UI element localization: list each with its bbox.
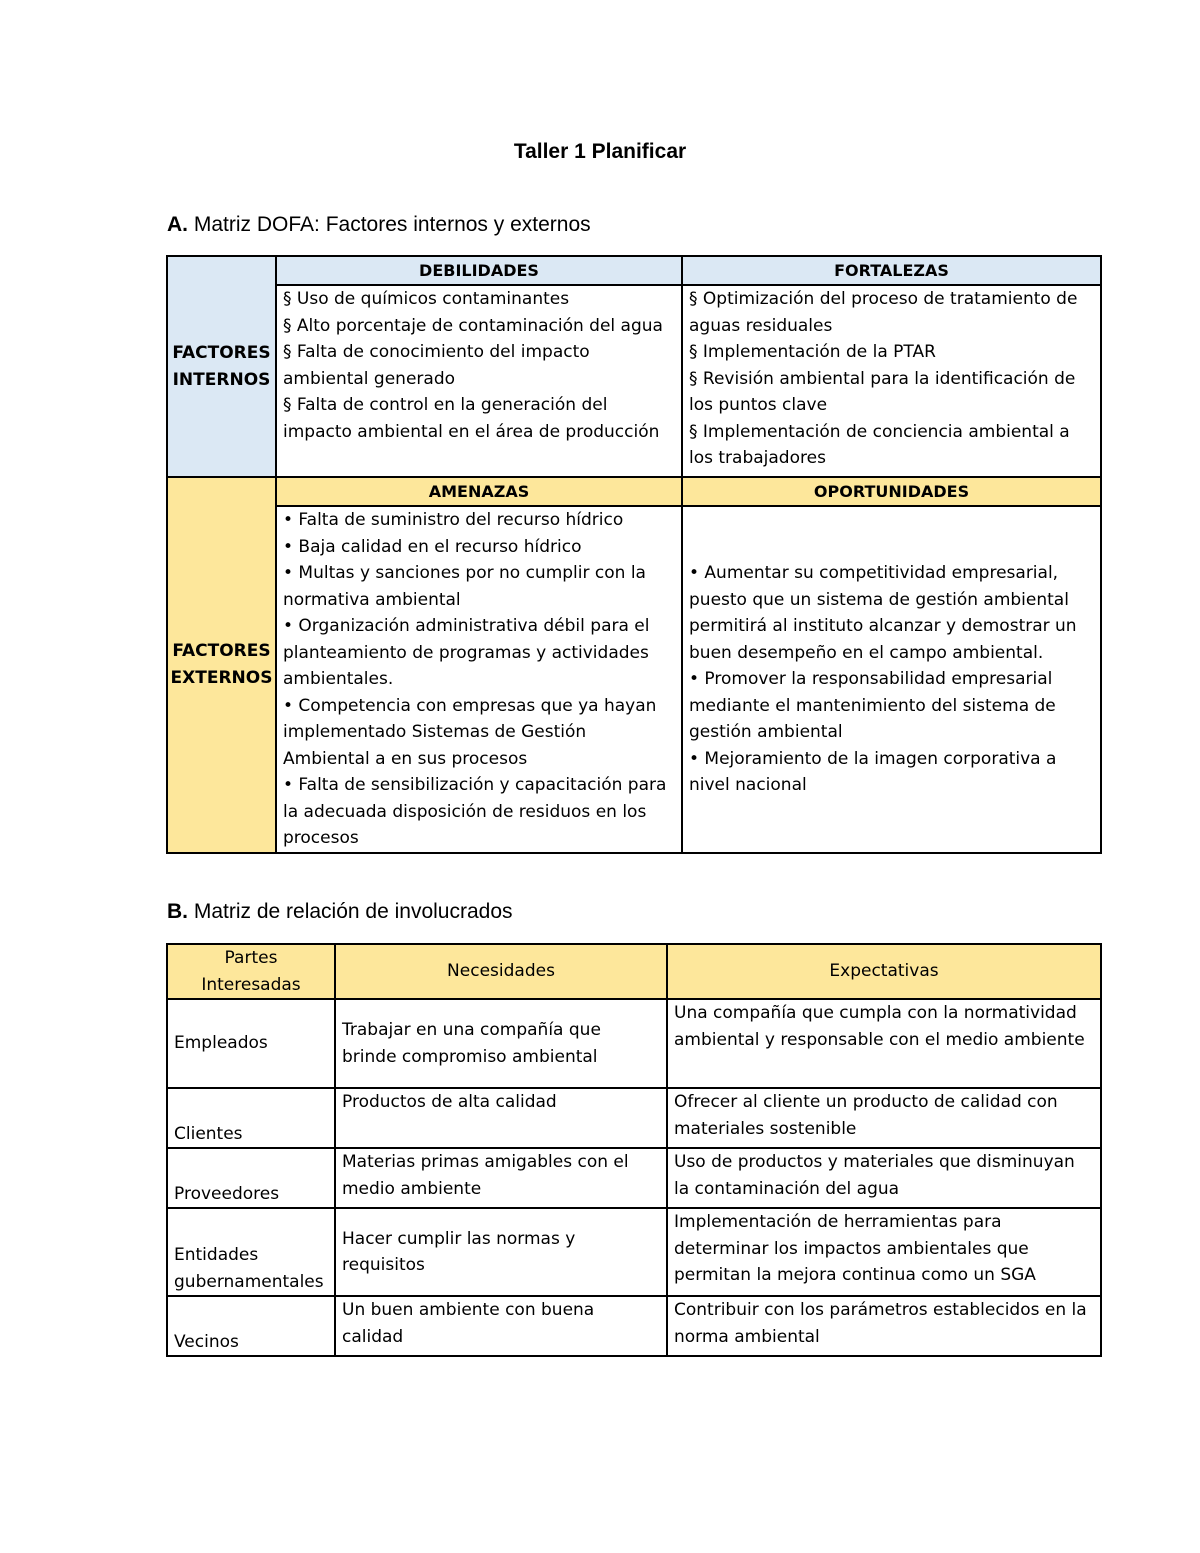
list-item: § Alto porcentaje de contaminación del agua [283,315,663,336]
party-cell: Proveedores [167,1148,335,1208]
list-item: § Falta de conocimiento del impacto ambiental generado [283,342,590,389]
header-necesidades: Necesidades [335,944,667,999]
need-cell: Trabajar en una compañía que brinde compromiso ambiental [335,999,667,1088]
stakeholder-matrix [166,943,1102,1357]
list-item: • Promover la responsabilidad empresarial mediante el mantenimiento del sistema de gestión ambiental [689,669,1056,742]
fortalezas-cell [682,285,1101,477]
need-cell: Hacer cumplir las normas y requisitos [335,1208,667,1296]
table-row [167,1296,1101,1356]
party-cell: Empleados [167,999,335,1088]
need-cell: Productos de alta calidad [335,1088,667,1148]
party-cell: Entidades gubernamentales [167,1208,335,1296]
list-item: § Uso de químicos contaminantes [283,289,570,309]
need-cell: Un buen ambiente con buena calidad [335,1296,667,1356]
fortalezas-header: FORTALEZAS [682,256,1101,285]
expectation-cell: Una compañía que cumpla con la normatividad ambiental y responsable con el medio ambiente [667,999,1101,1088]
document-title: Taller 1 Planificar [513,140,687,163]
list-item: § Optimización del proceso de tratamiento de aguas residuales [689,289,1078,336]
list-item: • Baja calidad en el recurso hídrico [283,536,582,557]
list-item: • Multas y sanciones por no cumplir con la normativa ambiental [283,563,646,610]
debilidades-header: DEBILIDADES [276,256,682,285]
amenazas-cell [276,506,682,853]
need-cell: Materias primas amigables con el medio ambiente [335,1148,667,1208]
list-item: • Aumentar su competitividad empresarial, puesto que un sistema de gestión ambiental permitirá al instituto alcanzar y demostrar un buen desempeño en el campo ambiental. [689,563,1077,663]
debilidades-cell [276,285,682,477]
list-item: • Falta de sensibilización y capacitación para la adecuada disposición de residuos en los procesos [283,775,667,848]
list-item: § Revisión ambiental para la identificación de los puntos clave [689,368,1076,415]
list-item: • Falta de suministro del recurso hídrico [283,510,624,530]
list-item: § Falta de control en la generación del impacto ambiental en el área de producción [283,395,660,442]
external-factors-label: FACTORES EXTERNOS [167,477,276,853]
expectation-cell: Uso de productos y materiales que disminuyan la contaminación del agua [667,1148,1101,1208]
section-a-title: Matriz DOFA: Factores internos y externos [193,213,591,236]
section-b-heading [167,900,513,924]
table-row [167,999,1101,1088]
oportunidades-cell [682,506,1101,853]
amenazas-header: AMENAZAS [276,477,682,506]
dofa-matrix [166,255,1102,854]
list-item: § Implementación de conciencia ambiental a los trabajadores [689,421,1070,468]
table-row [167,1148,1101,1208]
party-cell: Vecinos [167,1296,335,1356]
section-b-letter: B. [167,900,188,923]
oportunidades-header: OPORTUNIDADES [682,477,1101,506]
table-row [167,1088,1101,1148]
expectation-cell: Ofrecer al cliente un producto de calidad con materiales sostenible [667,1088,1101,1148]
section-a-heading [167,213,591,237]
party-cell: Clientes [167,1088,335,1148]
list-item: • Mejoramiento de la imagen corporativa a nivel nacional [689,748,1057,795]
section-b-title: Matriz de relación de involucrados [193,900,513,923]
table-row [167,1208,1101,1296]
list-item: § Implementación de la PTAR [689,342,936,362]
list-item: • Competencia con empresas que ya hayan implementado Sistemas de Gestión Ambiental a en sus procesos [283,695,657,769]
expectation-cell: Implementación de herramientas para determinar los impactos ambientales que permitan la mejora continua como un SGA [667,1208,1101,1296]
expectation-cell: Contribuir con los parámetros establecidos en la norma ambiental [667,1296,1101,1356]
header-partes: Partes Interesadas [167,944,335,999]
list-item: • Organización administrativa débil para el planteamiento de programas y actividades ambientales. [283,616,650,689]
internal-factors-label: FACTORES INTERNOS [167,256,276,477]
section-a-letter: A. [167,213,188,236]
header-expectativas: Expectativas [667,944,1101,999]
